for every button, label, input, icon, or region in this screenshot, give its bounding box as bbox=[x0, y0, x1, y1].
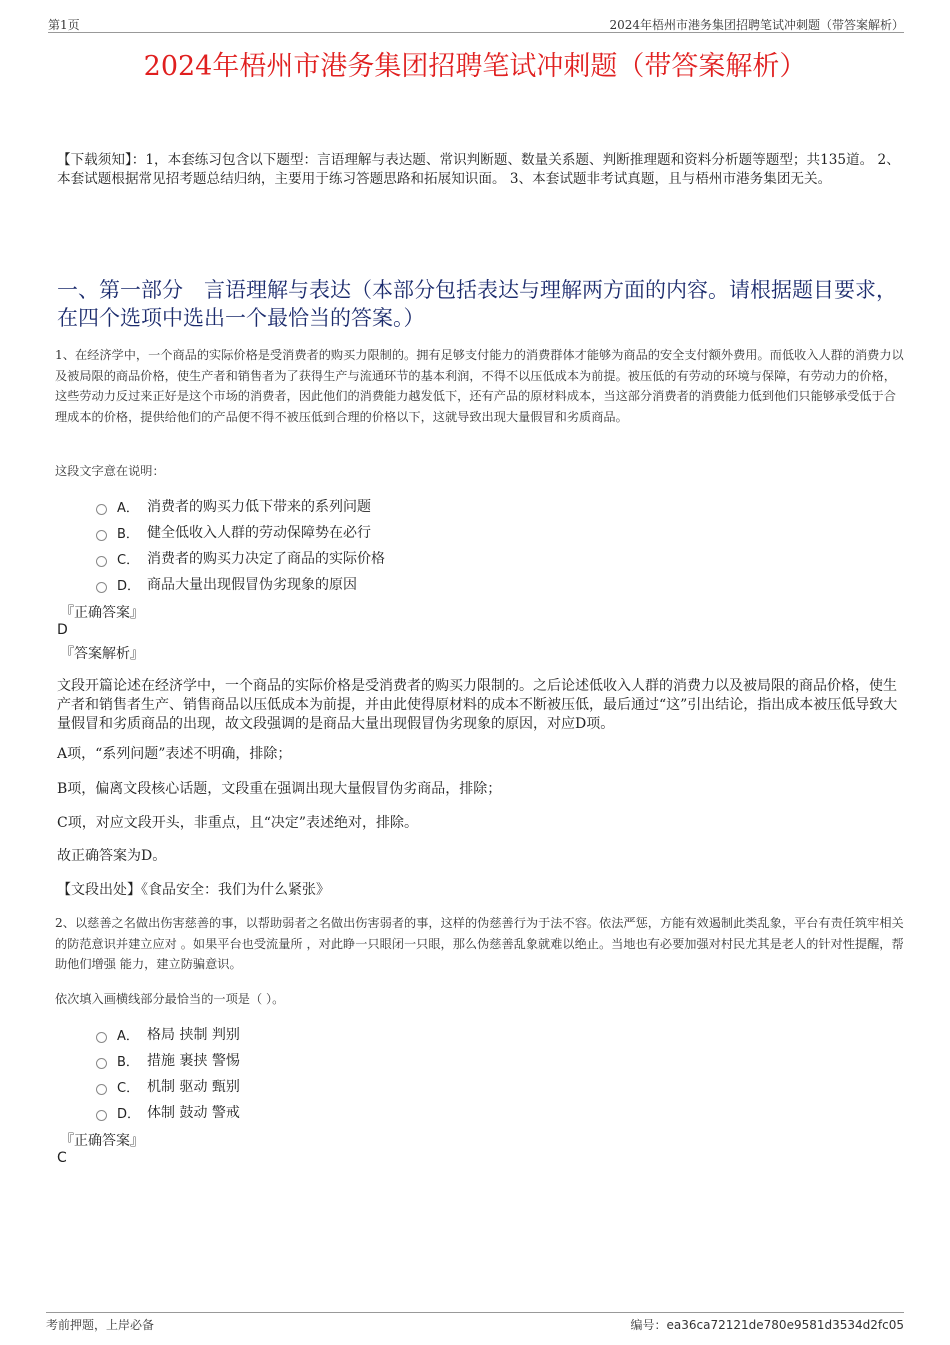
q2-prompt: 依次填入画横线部分最恰当的一项是（ ）。 bbox=[55, 992, 285, 1006]
radio-icon[interactable] bbox=[96, 582, 107, 593]
option-letter: C． bbox=[117, 552, 140, 568]
radio-icon[interactable] bbox=[96, 1032, 107, 1043]
option-letter: C． bbox=[117, 1080, 140, 1096]
option-letter: D． bbox=[117, 578, 141, 594]
q1-analysis-label: 『答案解析』 bbox=[60, 646, 144, 662]
q2-passage: 2、以慈善之名做出伤害慈善的事，以帮助弱者之名做出伤害弱者的事，这样的伪慈善行为于法不容。依法严惩，方能有效遏制此类乱象，平台有责任筑牢相关的防范意识并建立应对 。如果平台也受流量所 ，对此睁一只眼闭一只眼，那么伪慈善乱象就难以绝止。当地也有必要加强对村民尤其是老人的针对性提醒，帮助他们增强 能力，建立防骗意识。 bbox=[55, 916, 904, 971]
document-title: 2024年梧州市港务集团招聘笔试冲刺题（带答案解析） bbox=[143, 51, 807, 82]
radio-icon[interactable] bbox=[96, 530, 107, 541]
q1-analysis-conclusion: 故正确答案为D。 bbox=[57, 848, 167, 864]
option-text: 体制 鼓动 警戒 bbox=[147, 1105, 240, 1121]
q2-option-c[interactable] bbox=[96, 1073, 240, 1099]
option-letter: A． bbox=[117, 500, 139, 516]
q1-source: 【文段出处】《食品安全：我们为什么紧张》 bbox=[57, 882, 330, 898]
q1-prompt: 这段文字意在说明： bbox=[55, 464, 165, 478]
q1-option-c[interactable] bbox=[96, 545, 385, 571]
q1-option-a[interactable] bbox=[96, 493, 385, 519]
footer-code bbox=[631, 1316, 904, 1333]
radio-icon[interactable] bbox=[96, 504, 107, 515]
q1-option-b[interactable] bbox=[96, 519, 385, 545]
option-letter: B． bbox=[117, 526, 139, 542]
radio-icon[interactable] bbox=[96, 1084, 107, 1095]
option-text: 商品大量出现假冒伪劣现象的原因 bbox=[147, 577, 357, 593]
header-doc-title: 2024年梧州市港务集团招聘笔试冲刺题（带答案解析） bbox=[609, 18, 904, 32]
option-text: 措施 裹挟 警惕 bbox=[147, 1053, 240, 1069]
q1-passage: 1、在经济学中，一个商品的实际价格是受消费者的购买力限制的。拥有足够支付能力的消费群体才能够为商品的安全支付额外费用。而低收入人群的消费力以及被局限的商品价格，使生产者和销售者为了获得生产与流通环节的基本利润，不得不以压低成本为前提。被压低的有劳动的环境与保障，有劳动力的价格，这些劳动力反过来正好是这个市场的消费者，因此他们的消费能力越发低下，还有产品的原材料成本，当这部分消费者的消费能力低到他们只能够承受低于合理成本的价格，提供给他们的产品便不得不被压低到合理的价格以下，这就导致出现大量假冒和劣质商品。 bbox=[55, 348, 904, 424]
q1-answer-label: 『正确答案』 bbox=[60, 605, 144, 621]
q1-answer: D bbox=[57, 622, 68, 638]
section-heading: 一、第一部分 言语理解与表达（本部分包括表达与理解两方面的内容。请根据题目要求，在四个选项中选出一个最恰当的答案。） bbox=[57, 278, 897, 330]
q2-option-b[interactable] bbox=[96, 1047, 240, 1073]
q1-analysis-b: B项，偏离文段核心话题，文段重在强调出现大量假冒伪劣商品，排除； bbox=[57, 781, 502, 797]
option-text: 机制 驱动 甄别 bbox=[147, 1079, 240, 1095]
download-notice: 【下载须知】：1，本套练习包含以下题型：言语理解与表达题、常识判断题、数量关系题、判断推理题和资料分析题等题型；共135道。 2、本套试题根据常见招考题总结归纳，主要用于练习答题思路和拓展知识面。 3、本套试题非考试真题，且与梧州市港务集团无关。 bbox=[57, 152, 900, 187]
q1-options bbox=[96, 493, 385, 597]
q2-options bbox=[96, 1021, 240, 1125]
q2-option-d[interactable] bbox=[96, 1099, 240, 1125]
radio-icon[interactable] bbox=[96, 1110, 107, 1121]
option-text: 消费者的购买力决定了商品的实际价格 bbox=[147, 551, 385, 567]
q2-answer: C bbox=[57, 1150, 67, 1166]
q1-analysis-a: A项，“系列问题”表述不明确，排除； bbox=[57, 746, 292, 762]
footer-code-value: ea36ca72121de780e9581d3534d2fc05 bbox=[666, 1318, 904, 1332]
q1-option-d[interactable] bbox=[96, 571, 385, 597]
q1-analysis-body: 文段开篇论述在经济学中，一个商品的实际价格是受消费者的购买力限制的。之后论述低收入人群的消费力以及被局限的商品价格，使生产者和销售者生产、销售商品以压低成本为前提，并由此使得原材料的成本不断被压低，最后通过“这”引出结论，指出成本被压低导致大量假冒和劣质商品的出现，故文段强调的是商品大量出现假冒伪劣现象的原因，对应D项。 bbox=[57, 678, 898, 732]
option-text: 消费者的购买力低下带来的系列问题 bbox=[147, 499, 371, 515]
option-text: 格局 挟制 判别 bbox=[147, 1027, 240, 1043]
q1-analysis-c: C项，对应文段开头，非重点，且“决定”表述绝对，排除。 bbox=[57, 815, 419, 831]
page-footer bbox=[46, 1312, 904, 1333]
page-header bbox=[48, 14, 904, 33]
q2-answer-label: 『正确答案』 bbox=[60, 1133, 144, 1149]
option-text: 健全低收入人群的劳动保障势在必行 bbox=[147, 525, 371, 541]
option-letter: A． bbox=[117, 1028, 139, 1044]
option-letter: D． bbox=[117, 1106, 141, 1122]
radio-icon[interactable] bbox=[96, 556, 107, 567]
option-letter: B． bbox=[117, 1054, 139, 1070]
q2-option-a[interactable] bbox=[96, 1021, 240, 1047]
page-number: 第1页 bbox=[48, 18, 80, 32]
radio-icon[interactable] bbox=[96, 1058, 107, 1069]
footer-slogan: 考前押题，上岸必备 bbox=[46, 1318, 155, 1332]
footer-code-label: 编号： bbox=[630, 1318, 667, 1332]
